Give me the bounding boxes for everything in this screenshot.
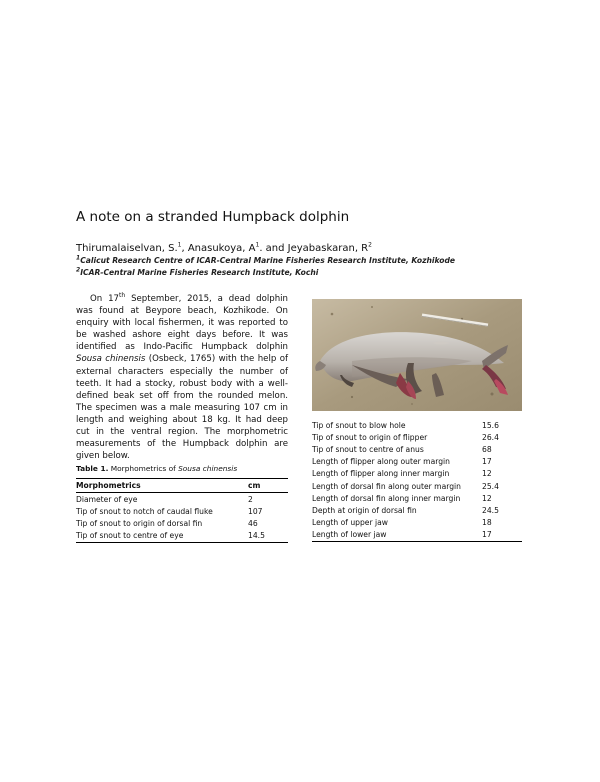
table-cell-label: Tip of snout to origin of dorsal fin (76, 518, 203, 528)
affiliation-1-text: Calicut Research Centre of ICAR-Central Marine Fisheries Research Institute, Kozhikode (80, 256, 456, 265)
table-cell-label: Depth at origin of dorsal fin (312, 505, 417, 515)
affiliation-2 (76, 268, 318, 277)
table-cell-value: 17 (482, 457, 492, 467)
table-cell-value: 107 (248, 506, 263, 516)
table-1-caption-text: Morphometrics of (108, 464, 179, 473)
body-mid: September, 2015, a dead dolphin was found at Beypore beach, Kozhikode. On enquiry with local fishermen, it was reported to be washed ashore eight days before. It was identified as Indo-Pacific Humpback dolphin (76, 294, 288, 353)
table-cell-value: 46 (248, 518, 258, 528)
table-row (312, 480, 522, 492)
body-paragraph (76, 293, 288, 462)
table-cell-value: 12 (482, 493, 492, 503)
author-line (76, 243, 372, 254)
table-1-header-cm: cm (248, 479, 288, 493)
table-cell-label: Length of dorsal fin along inner margin (312, 493, 461, 503)
table-1-caption (76, 464, 237, 473)
author-2-sup: 1 (255, 241, 260, 249)
table-row (76, 505, 288, 517)
body-start: On 17 (90, 294, 120, 304)
author-1-sup: 1 (177, 241, 182, 249)
body-end: (Osbeck, 1765) with the help of external characters especially the number of teeth. It had a stocky, robust body with a well-defined beak set off from the rounded melon. The specimen was a male measuring 107 cm in length and weighing about 18 kg. It had deep cut in the ventral region. The morphometric measurements of the Humpback dolphin are given below. (76, 354, 288, 462)
table-row (312, 468, 522, 480)
table-cell-value: 18 (482, 518, 492, 528)
table-cell-label: Length of lower jaw (312, 529, 482, 542)
table-row (312, 504, 522, 516)
author-1: Thirumalaiselvan, S. (76, 243, 178, 254)
table-row (312, 529, 522, 542)
author-3-sup: 2 (368, 241, 372, 249)
table-row (312, 443, 522, 455)
dolphin-photo-image (312, 299, 522, 411)
table-row (312, 492, 522, 504)
table-cell-label: Tip of snout to notch of caudal fluke (76, 506, 213, 516)
table-cell-label: Length of dorsal fin along outer margin (312, 481, 461, 491)
page-title: A note on a stranded Humpback dolphin (76, 209, 350, 225)
affiliation-2-sup: 2 (76, 266, 81, 274)
affiliation-1-sup: 1 (76, 254, 81, 262)
table-cell-label: Length of flipper along inner margin (312, 469, 450, 479)
author-2: , Anasukoya, A (181, 243, 256, 254)
affiliation-2-text: ICAR-Central Marine Fisheries Research Institute, Kochi (80, 268, 319, 277)
table-cell-value: 68 (482, 444, 492, 454)
affiliation-1 (76, 256, 455, 265)
table-row (312, 517, 522, 529)
table-1 (76, 478, 288, 543)
dolphin-photo (312, 299, 522, 411)
table-cell-value: 12 (482, 469, 492, 479)
table-cell-value: 25.4 (482, 481, 499, 491)
author-3: . and Jeyabaskaran, R (259, 243, 369, 254)
table-cell-label: Diameter of eye (76, 494, 138, 504)
table-1-caption-label: Table 1. (76, 464, 109, 473)
table-cell-label: Tip of snout to centre of eye (76, 530, 248, 543)
table-row (76, 530, 288, 543)
table-row (312, 456, 522, 468)
table-cell-value: 15.6 (482, 420, 499, 430)
table-cell-value: 24.5 (482, 505, 499, 515)
table-row (76, 517, 288, 529)
body-sup: th (119, 292, 126, 300)
table-1-header-row (76, 479, 288, 493)
table-row (312, 431, 522, 443)
table-1-header-morphometrics: Morphometrics (76, 479, 248, 493)
table-row (312, 419, 522, 431)
table-row (76, 493, 288, 506)
table-2 (312, 419, 522, 542)
table-cell-value: 14.5 (248, 530, 288, 543)
table-cell-label: Tip of snout to origin of flipper (312, 432, 428, 442)
species-name: Sousa chinensis (76, 354, 146, 365)
table-cell-value: 26.4 (482, 432, 499, 442)
table-cell-value: 2 (248, 494, 253, 504)
table-1-caption-species: Sousa chinensis (178, 464, 238, 473)
table-cell-label: Length of flipper along outer margin (312, 457, 450, 467)
table-cell-label: Tip of snout to centre of anus (312, 444, 424, 454)
table-cell-label: Length of upper jaw (312, 518, 388, 528)
table-cell-value: 17 (482, 529, 522, 542)
table-cell-label: Tip of snout to blow hole (312, 420, 406, 430)
